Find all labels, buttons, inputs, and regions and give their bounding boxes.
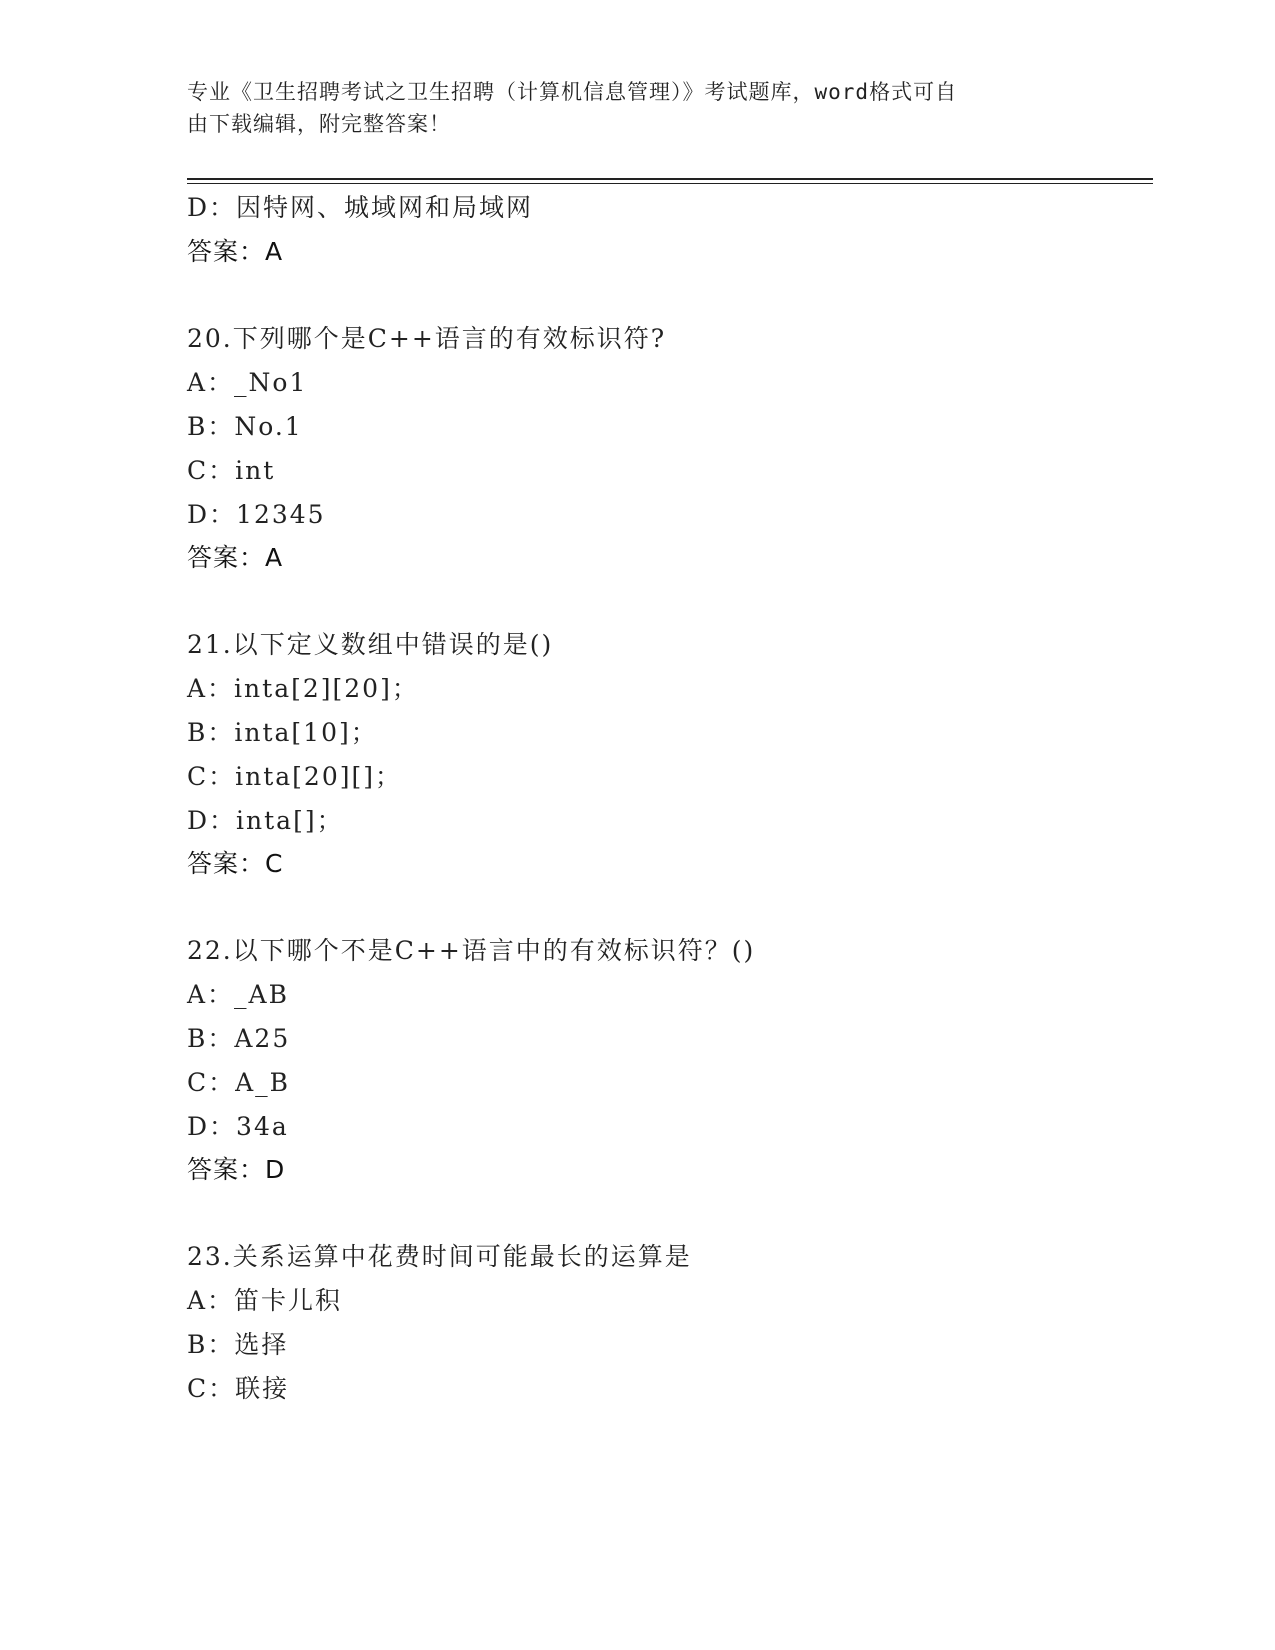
- option-b: B：No.1: [187, 412, 303, 441]
- answer: 答案：C: [187, 849, 284, 878]
- option-a: A：inta[2][20]；: [187, 674, 419, 703]
- question-stem-23: 23.关系运算中花费时间可能最长的运算是: [187, 1242, 692, 1271]
- document-header: [187, 76, 1087, 140]
- option-c: C：int: [187, 456, 276, 485]
- option-a: A：_AB: [187, 980, 289, 1009]
- question-stem-22: 22.以下哪个不是C++语言中的有效标识符？(): [187, 936, 756, 965]
- option-a: A：笛卡儿积: [187, 1286, 343, 1315]
- option-b: B：inta[10]；: [187, 718, 378, 747]
- header-line-1: 专业《卫生招聘考试之卫生招聘（计算机信息管理）》考试题库，word格式可自: [187, 80, 958, 104]
- option-c: C：inta[20][]；: [187, 762, 403, 791]
- question-stem-20: 20.下列哪个是C++语言的有效标识符?: [187, 324, 667, 353]
- answer: 答案：D: [187, 1155, 286, 1184]
- option-b: B：A25: [187, 1024, 291, 1053]
- option-c: C：A_B: [187, 1068, 291, 1097]
- option-d: D：12345: [187, 500, 326, 529]
- option-c: C：联接: [187, 1374, 290, 1403]
- option-d: D：inta[]；: [187, 806, 344, 835]
- header-divider-thin: [187, 183, 1153, 184]
- answer: 答案：A: [187, 237, 284, 266]
- answer: 答案：A: [187, 543, 284, 572]
- header-divider-thick: [187, 178, 1153, 180]
- option-a: A：_No1: [187, 368, 308, 397]
- option-d: D：因特网、城域网和局域网: [187, 193, 534, 222]
- option-d: D：34a: [187, 1112, 289, 1141]
- option-b: B：选择: [187, 1330, 289, 1359]
- question-stem-21: 21.以下定义数组中错误的是(): [187, 630, 554, 659]
- header-line-2: 由下载编辑，附完整答案！: [187, 112, 451, 136]
